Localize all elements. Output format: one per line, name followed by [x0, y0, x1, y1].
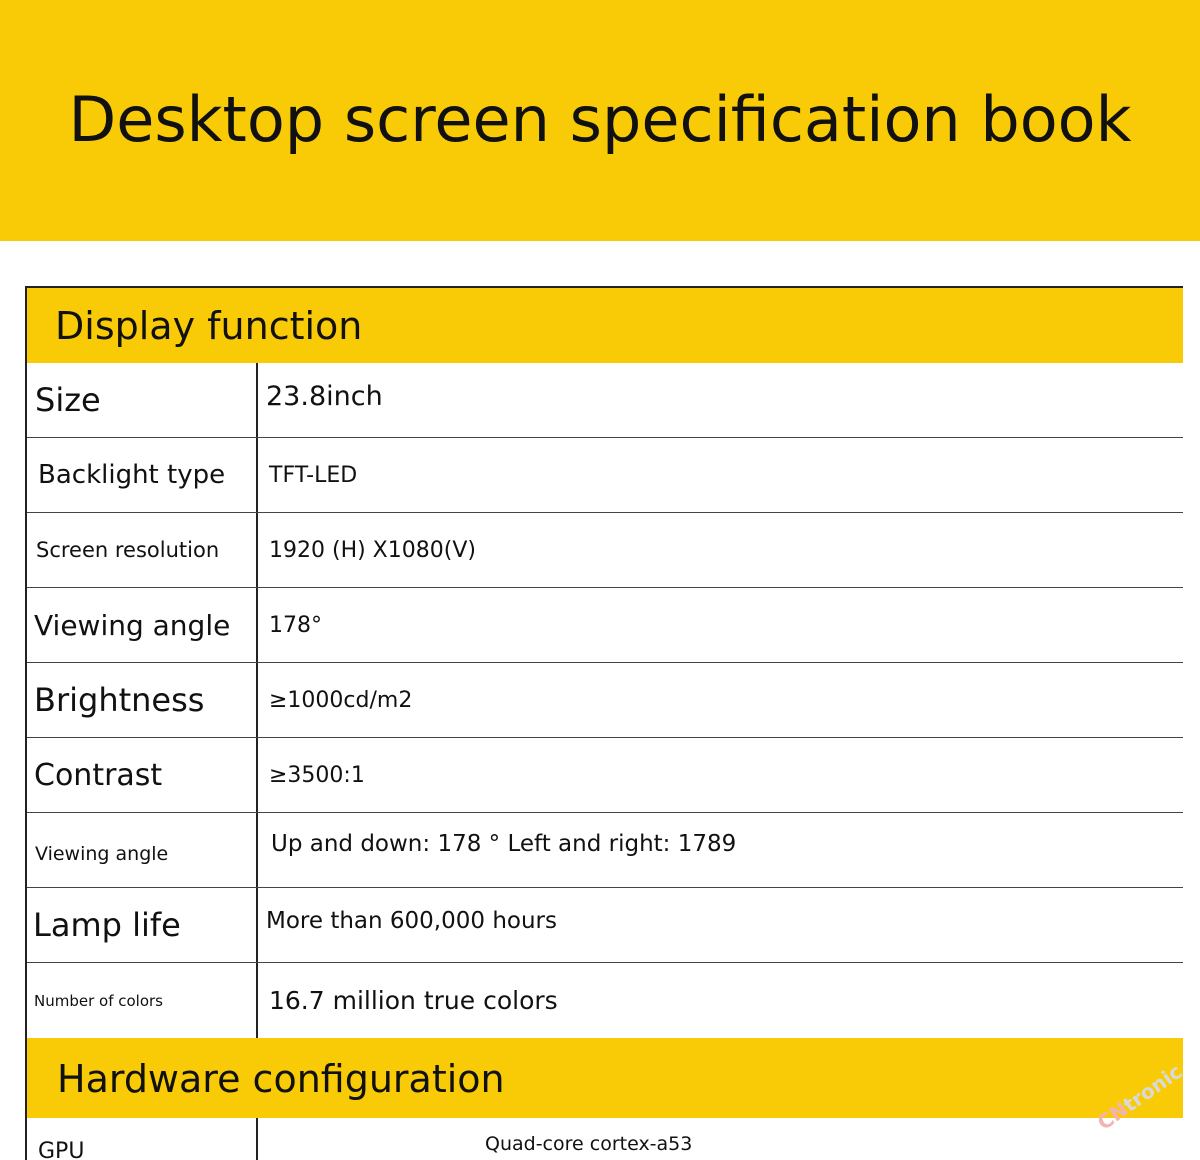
spec-row-viewing-angle — [27, 588, 1183, 663]
spec-row-backlight-type — [27, 438, 1183, 513]
spec-label: Brightness — [27, 663, 258, 737]
spec-label-cell — [27, 1118, 258, 1160]
section-header-display-function — [27, 288, 1183, 363]
spec-row-contrast — [27, 738, 1183, 813]
spec-row-lamp-life — [27, 888, 1183, 963]
section-title: Display function — [55, 304, 363, 348]
spec-value: 16.7 million true colors — [269, 986, 558, 1015]
spec-table — [25, 286, 1183, 1160]
spec-label: Screen resolution — [27, 513, 258, 587]
spec-value: ≥1000cd/m2 — [269, 687, 413, 713]
section-title: Hardware configuration — [57, 1057, 505, 1101]
spec-label: Viewing angle — [27, 813, 258, 887]
title-banner — [0, 0, 1200, 241]
spec-label: GPU — [38, 1139, 85, 1160]
spec-value: 1920 (H) X1080(V) — [269, 537, 476, 563]
spec-value: Up and down: 178 ° Left and right: 1789 — [271, 831, 737, 857]
spec-value: More than 600,000 hours — [266, 908, 557, 934]
page-title: Desktop screen specification book — [68, 83, 1132, 156]
spec-value: TFT-LED — [269, 462, 358, 488]
spec-value: ≥3500:1 — [269, 762, 365, 788]
spec-row-screen-resolution — [27, 513, 1183, 588]
spec-label: Backlight type — [27, 438, 258, 512]
watermark-mark: CN — [1092, 1097, 1133, 1135]
spec-row-viewing-angle-detail — [27, 813, 1183, 888]
spec-value: Quad-core cortex-a53 — [485, 1133, 693, 1155]
spec-label: Lamp life — [27, 888, 258, 962]
spec-row-size — [27, 363, 1183, 438]
spec-row-brightness — [27, 663, 1183, 738]
spec-label: Viewing angle — [27, 588, 258, 662]
spec-label: Number of colors — [27, 963, 258, 1038]
watermark-text: tronic — [1118, 1059, 1187, 1117]
spec-label: Contrast — [27, 738, 258, 812]
spec-value: 23.8inch — [266, 380, 383, 412]
spec-row-gpu — [27, 1118, 1183, 1160]
spec-row-number-of-colors — [27, 963, 1183, 1038]
section-header-hardware-configuration — [27, 1038, 1183, 1118]
spec-label: Size — [27, 363, 258, 437]
spec-value: 178° — [269, 612, 322, 638]
